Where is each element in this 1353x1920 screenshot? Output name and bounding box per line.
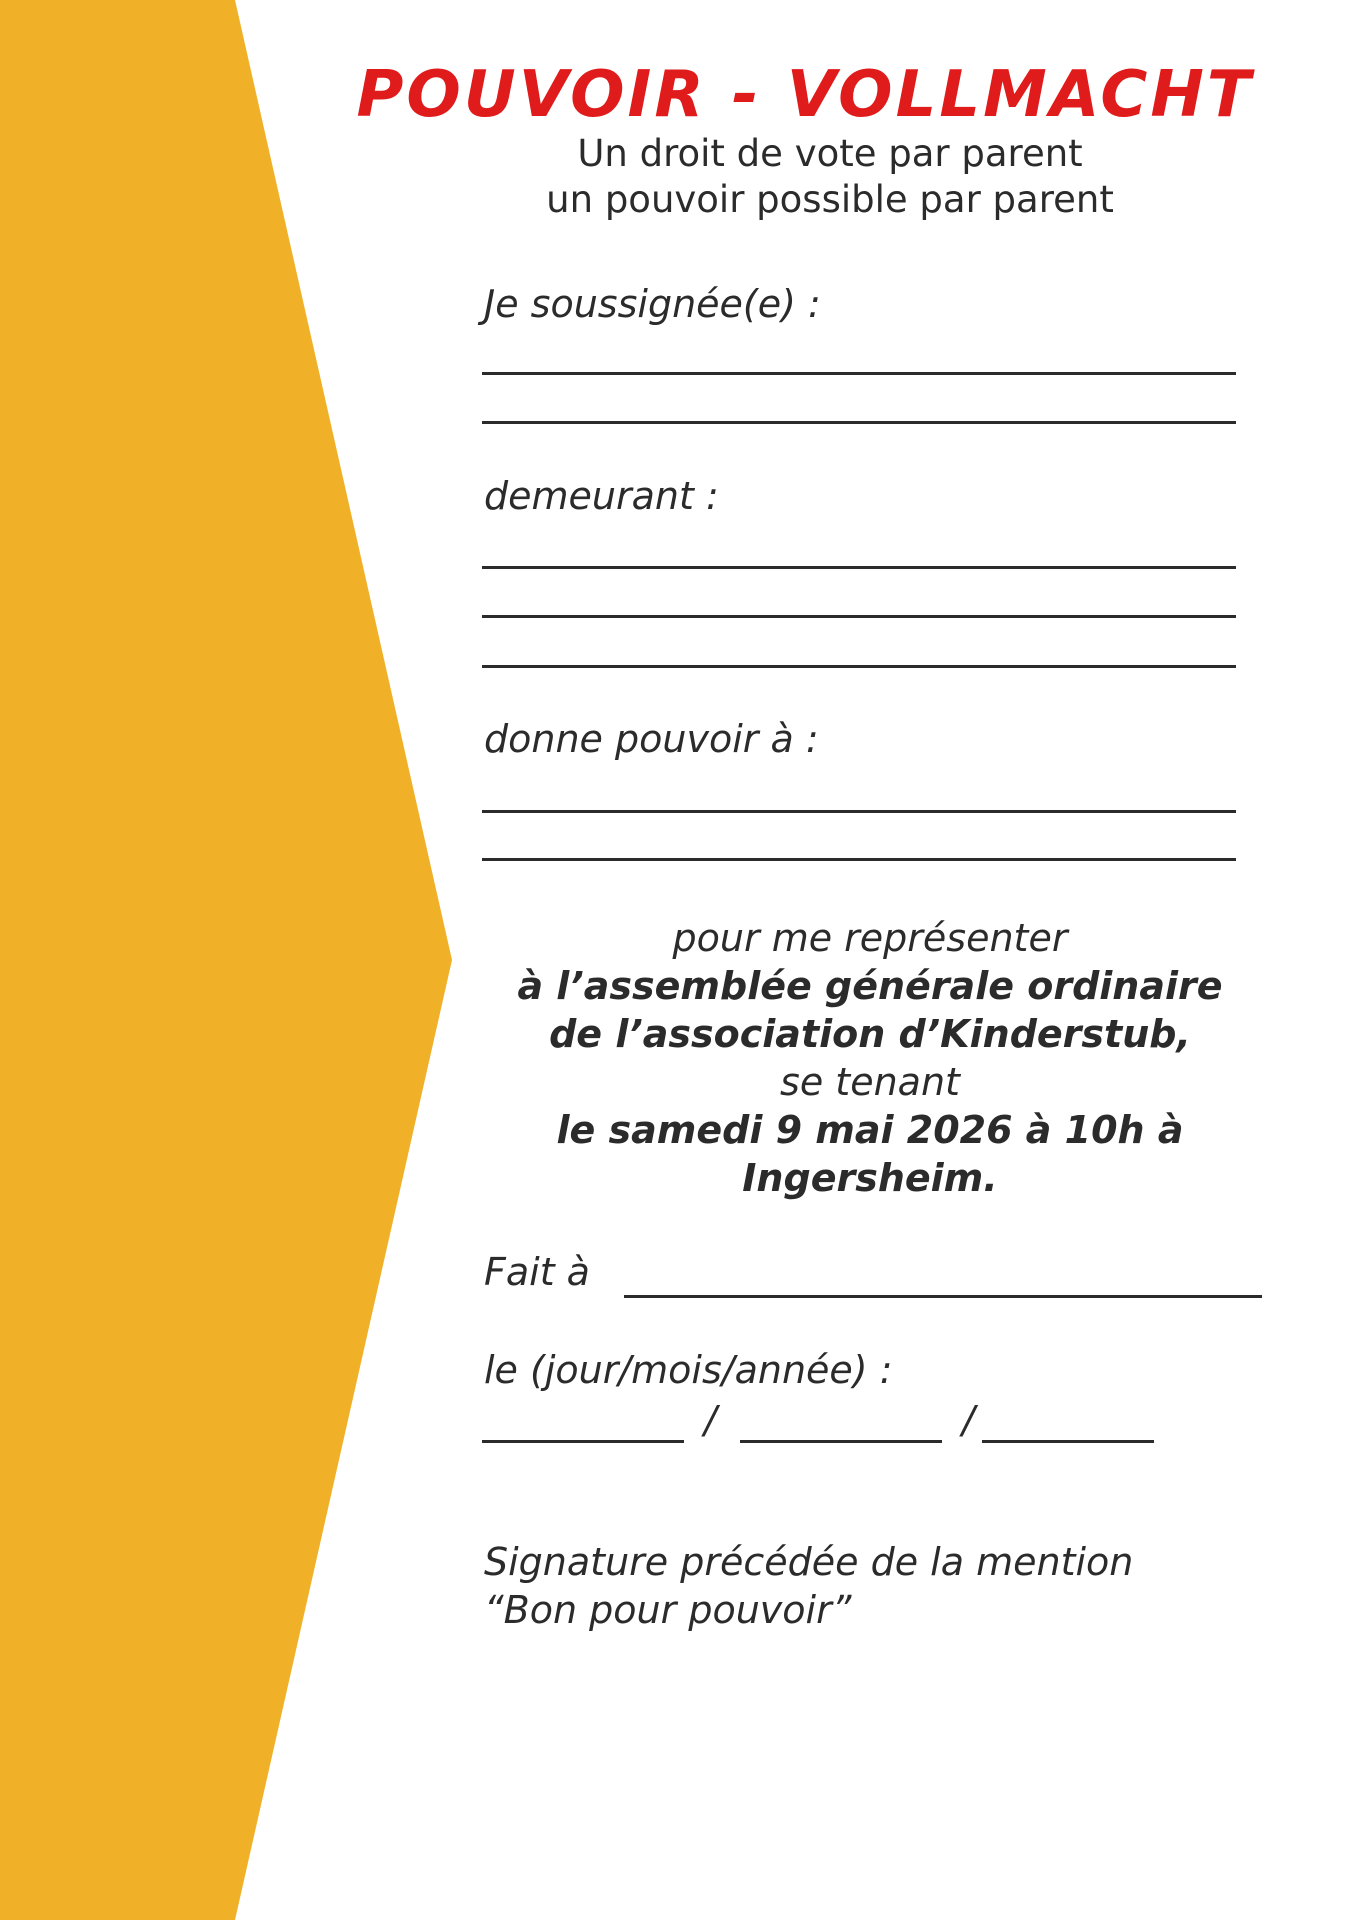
signature-label-1: Signature précédée de la mention: [484, 1540, 1134, 1584]
residing-label: demeurant :: [484, 474, 719, 518]
date-year-line[interactable]: [982, 1440, 1154, 1443]
proxy-line-2[interactable]: [482, 858, 1236, 861]
address-line-3[interactable]: [482, 665, 1236, 668]
place-line[interactable]: [624, 1295, 1262, 1298]
statement-line-5: le samedi 9 mai 2026 à 10h à: [556, 1108, 1184, 1152]
statement-line-4: se tenant: [780, 1060, 960, 1104]
statement-line-1: pour me représenter: [672, 916, 1068, 960]
subtitle-vote: Un droit de vote par parent: [577, 132, 1083, 175]
banner-shape: [0, 0, 452, 1920]
proxy-line-1[interactable]: [482, 810, 1236, 813]
statement-line-3: de l’association d’Kinderstub,: [549, 1012, 1191, 1056]
signature-label-2: “Bon pour pouvoir”: [484, 1588, 852, 1632]
undersigned-label: Je soussignée(e) :: [484, 282, 821, 326]
date-label: le (jour/mois/année) :: [484, 1348, 893, 1392]
statement: [490, 914, 1250, 1202]
subtitle-proxy: un pouvoir possible par parent: [546, 178, 1114, 221]
statement-line-6: Ingersheim.: [742, 1156, 998, 1200]
statement-line-2: à l’assemblée générale ordinaire: [517, 964, 1223, 1008]
address-line-1[interactable]: [482, 566, 1236, 569]
date-day-line[interactable]: [482, 1440, 684, 1443]
address-line-2[interactable]: [482, 615, 1236, 618]
proxy-label: donne pouvoir à :: [484, 717, 819, 761]
undersigned-line-1[interactable]: [482, 372, 1236, 375]
date-month-line[interactable]: [740, 1440, 942, 1443]
date-separator-2: /: [962, 1398, 975, 1442]
place-label: Fait à: [484, 1250, 590, 1294]
date-separator-1: /: [704, 1398, 717, 1442]
page-title: POUVOIR - VOLLMACHT: [356, 58, 1254, 132]
undersigned-line-2[interactable]: [482, 421, 1236, 424]
